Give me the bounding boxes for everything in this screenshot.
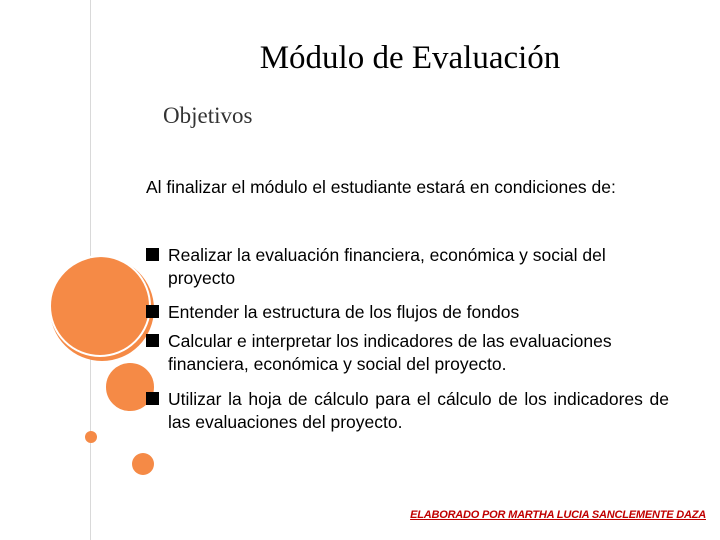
- decorative-circle-tiny: [85, 431, 97, 443]
- slide-subtitle: Objetivos: [163, 103, 253, 128]
- list-item: [146, 388, 669, 434]
- slide-title: Módulo de Evaluación: [259, 40, 561, 76]
- decorative-circle-small: [132, 453, 154, 475]
- footer-credit: ELABORADO POR MARTHA LUCIA SANCLEMENTE DAZA: [410, 509, 706, 521]
- list-item-text: Entender la estructura de los flujos de fondos: [168, 302, 520, 322]
- list-item: [146, 244, 669, 290]
- decorative-circle-ring: [49, 255, 151, 357]
- list-item: [146, 330, 669, 376]
- square-bullet-icon: [146, 334, 159, 347]
- list-item-text: Calcular e interpretar los indicadores de las evaluaciones financiera, económica y social del proyecto.: [168, 331, 612, 374]
- intro-text: Al finalizar el módulo el estudiante estará en condiciones de:: [146, 177, 616, 197]
- square-bullet-icon: [146, 305, 159, 318]
- list-item-text: Realizar la evaluación financiera, económica y social del proyecto: [168, 245, 606, 288]
- list-item-text: Utilizar la hoja de cálculo para el cálculo de los indicadores de las evaluaciones del proyecto.: [168, 389, 669, 432]
- list-item: [146, 301, 669, 324]
- square-bullet-icon: [146, 248, 159, 261]
- objectives-list: [146, 244, 669, 445]
- square-bullet-icon: [146, 392, 159, 405]
